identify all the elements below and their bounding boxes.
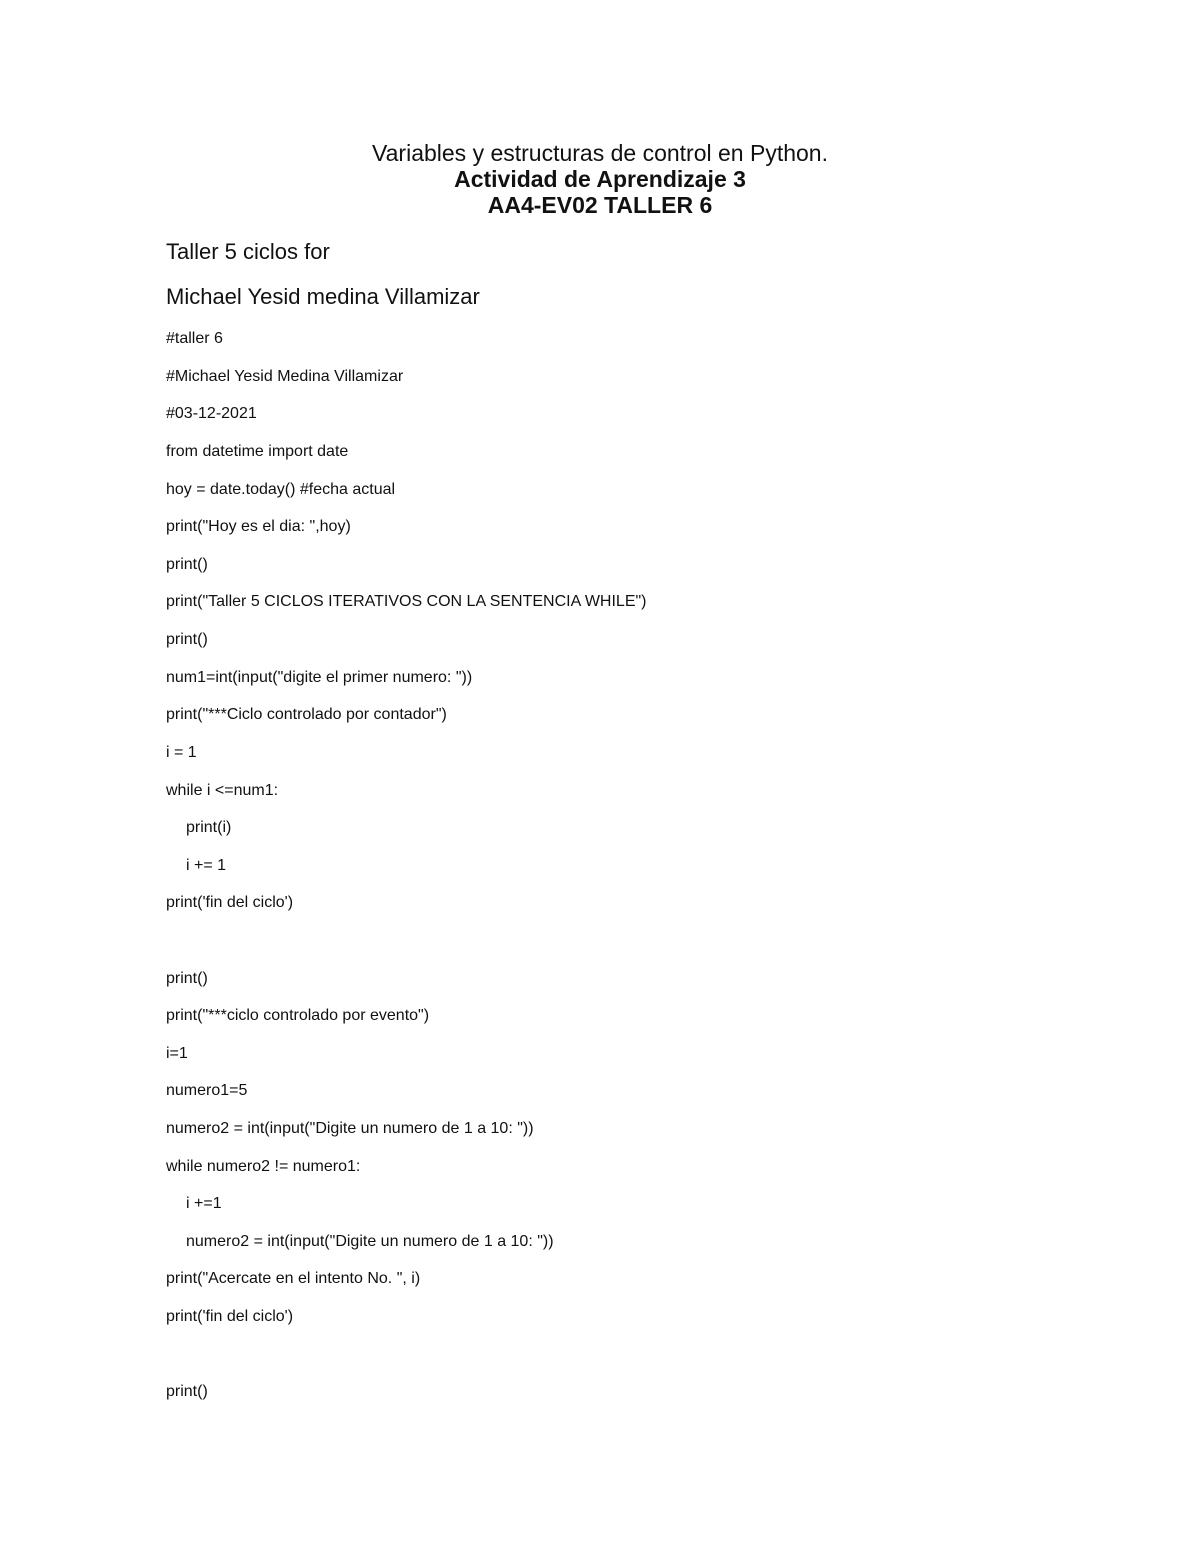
title-block (0, 140, 1200, 218)
code-line: print("Acercate en el intento No. ", i) (166, 1270, 421, 1287)
code-line: i +=1 (186, 1195, 222, 1212)
code-line: hoy = date.today() #fecha actual (166, 481, 396, 498)
code-line: print() (166, 631, 208, 648)
code-line: numero2 = int(input("Digite un numero de 1 a 10: ")) (186, 1233, 554, 1250)
code-line: numero2 = int(input("Digite un numero de 1 a 10: ")) (166, 1120, 534, 1137)
code-line: print('fin del ciclo') (166, 1308, 294, 1325)
heading-author: Michael Yesid medina Villamizar (166, 284, 480, 309)
code-line: print(i) (186, 819, 232, 836)
code-line: while numero2 != numero1: (166, 1158, 361, 1175)
code-line: numero1=5 (166, 1082, 248, 1099)
code-line: print("***Ciclo controlado por contador") (166, 706, 447, 723)
code-line: print("Taller 5 CICLOS ITERATIVOS CON LA SENTENCIA WHILE") (166, 593, 647, 610)
document-code-title: AA4-EV02 TALLER 6 (487, 192, 713, 218)
code-line: print() (166, 556, 208, 573)
heading-workshop: Taller 5 ciclos for (166, 239, 330, 264)
document-subtitle: Actividad de Aprendizaje 3 (454, 166, 746, 192)
code-line: #Michael Yesid Medina Villamizar (166, 368, 404, 385)
code-line: while i <=num1: (166, 782, 279, 799)
code-line: num1=int(input("digite el primer numero: ")) (166, 669, 473, 686)
code-line: print('fin del ciclo') (166, 894, 294, 911)
code-line: i=1 (166, 1045, 188, 1062)
code-line: from datetime import date (166, 443, 349, 460)
code-line: #taller 6 (166, 330, 223, 347)
code-line: print("***ciclo controlado por evento") (166, 1007, 430, 1024)
code-line: #03-12-2021 (166, 405, 257, 422)
code-line: i += 1 (186, 857, 227, 874)
code-line: print("Hoy es el dia: ",hoy) (166, 518, 351, 535)
code-line: print() (166, 970, 208, 987)
code-line: print() (166, 1383, 208, 1400)
document-title: Variables y estructuras de control en Python. (372, 140, 828, 166)
code-line: i = 1 (166, 744, 197, 761)
